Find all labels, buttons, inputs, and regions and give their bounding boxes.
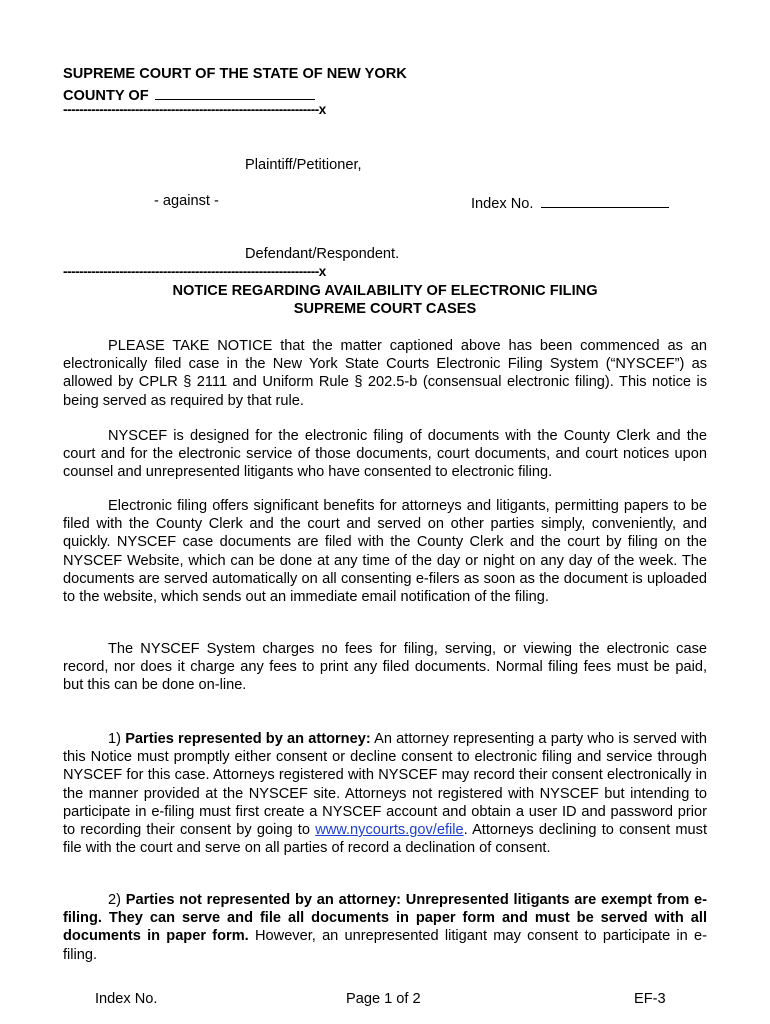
- paragraph-fees: The NYSCEF System charges no fees for filing, serving, or viewing the electronic case record, nor does it charge any fees to print any filed documents. Normal filing fees must be paid, but this can be done on-line.: [63, 641, 707, 694]
- caption-divider-bottom: ----------------------------------------------------------------x: [63, 264, 326, 279]
- index-blank: [541, 193, 669, 208]
- index-number-line: [471, 193, 669, 212]
- county-label: COUNTY OF: [63, 88, 149, 104]
- against-label: - against -: [154, 193, 219, 209]
- paragraph-nyscef-design: NYSCEF is designed for the electronic filing of documents with the County Clerk and the court and for the electronic service of those documents, court documents, and court notices upon counsel and unrepresented litigants who have consented to electronic filing.: [63, 428, 707, 481]
- represented-text-end: . Attorneys declining to consent must file with the court and serve on all parties of record a declination of consent.: [63, 822, 708, 857]
- county-blank: [155, 85, 315, 100]
- item-number: 1): [108, 731, 121, 747]
- nycourts-efile-link[interactable]: www.nycourts.gov/efile: [315, 822, 464, 839]
- court-heading: SUPREME COURT OF THE STATE OF NEW YORK: [63, 66, 407, 82]
- defendant-label: Defendant/Respondent.: [245, 246, 400, 262]
- footer-form-code: EF-3: [634, 991, 666, 1007]
- item-number: 2): [108, 892, 121, 908]
- unrepresented-text: However, an unrepresented litigant may consent to participate in e-filing.: [63, 928, 708, 963]
- plaintiff-label: Plaintiff/Petitioner,: [245, 157, 362, 173]
- index-label: Index No.: [471, 196, 534, 212]
- paragraph-unrepresented-parties: [63, 891, 707, 964]
- notice-title: NOTICE REGARDING AVAILABILITY OF ELECTRONIC FILING: [172, 283, 598, 299]
- unrepresented-heading: Parties not represented by an attorney: Unrepresented litigants are exempt from e-filing. They can serve and file all documents in paper form and must be served with all documents in paper form.: [63, 892, 707, 945]
- footer-index-label: Index No.: [95, 991, 158, 1007]
- represented-heading: Parties represented by an attorney:: [125, 731, 371, 747]
- paragraph-represented-parties: [63, 730, 707, 857]
- represented-text: An attorney representing a party who is served with this Notice must promptly either consent or decline consent to electronic filing and service through NYSCEF for this case. Attorneys registered with NYSCEF may record their consent electronically in the manner provided at the NYSCEF site. Attorneys not registered with NYSCEF but intending to participate in e-filing must first create a NYSCEF account and obtain a user ID and password prior to recording their consent by going to: [63, 731, 708, 839]
- notice-subtitle: SUPREME COURT CASES: [293, 301, 477, 317]
- paragraph-notice: PLEASE TAKE NOTICE that the matter captioned above has been commenced as an electronically filed case in the New York State Courts Electronic Filing System (“NYSCEF”) as allowed by CPLR § 2111 and Uniform Rule § 202.5-b (consensual electronic filing). This notice is being served as required by that rule.: [63, 338, 707, 409]
- paragraph-benefits: Electronic filing offers significant benefits for attorneys and litigants, permitting papers to be filed with the County Clerk and the court and served on other parties simply, conveniently, and quickly. NYSCEF case documents are filed with the County Clerk and the court by filing on the NYSCEF Website, which can be done at any time of the day or night on any day of the week. The documents are served automatically on all consenting e-filers as soon as the document is uploaded to the website, which sends out an immediate email notification of the filing.: [63, 498, 707, 606]
- footer-page-number: Page 1 of 2: [346, 991, 421, 1007]
- caption-divider-top: ----------------------------------------------------------------x: [63, 102, 326, 117]
